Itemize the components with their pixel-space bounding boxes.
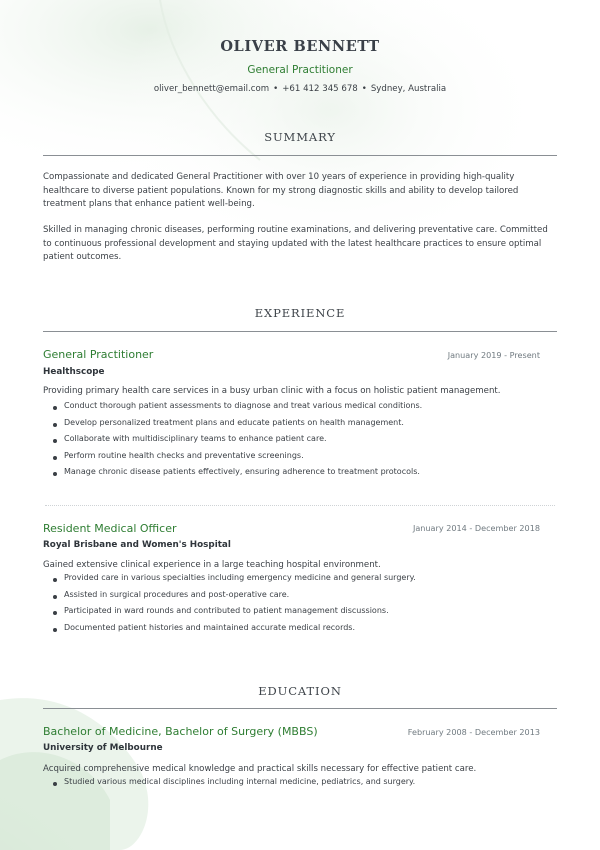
list-item bbox=[64, 451, 554, 468]
list-item bbox=[64, 623, 554, 640]
job-dates: January 2014 - December 2018 bbox=[412, 523, 540, 533]
experience-divider bbox=[43, 331, 557, 332]
job-organization: Healthscope bbox=[43, 367, 105, 377]
contact-separator: • bbox=[273, 84, 279, 94]
education-dates: February 2008 - December 2013 bbox=[407, 727, 540, 737]
list-item bbox=[64, 777, 554, 794]
bullet-dot bbox=[53, 595, 57, 599]
contact-line bbox=[0, 84, 600, 94]
bullet-dot bbox=[53, 472, 57, 476]
list-item bbox=[64, 590, 554, 607]
job-title: Resident Medical Officer bbox=[43, 522, 177, 535]
bullet-text: Manage chronic disease patients effectively, ensuring adherence to treatment protocols. bbox=[64, 467, 420, 476]
contact-separator: • bbox=[361, 84, 367, 94]
education-heading: EDUCATION bbox=[258, 684, 342, 698]
summary-heading: SUMMARY bbox=[264, 130, 336, 144]
education-institution: University of Melbourne bbox=[43, 743, 163, 753]
experience-heading: EXPERIENCE bbox=[254, 306, 346, 320]
job-separator bbox=[45, 505, 555, 506]
contact-email: oliver_bennett@email.com bbox=[153, 84, 270, 94]
bullet-text: Assisted in surgical procedures and post-operative care. bbox=[64, 589, 290, 599]
job-organization: Royal Brisbane and Women's Hospital bbox=[43, 540, 231, 550]
job-description: Gained extensive clinical experience in a large teaching hospital environment. bbox=[43, 560, 381, 570]
list-item bbox=[64, 434, 554, 451]
bullet-dot bbox=[53, 456, 57, 460]
list-item bbox=[64, 401, 554, 418]
summary-divider bbox=[43, 155, 557, 156]
bullet-dot bbox=[53, 423, 57, 427]
job-description: Providing primary health care services in a busy urban clinic with a focus on holistic patient management. bbox=[43, 386, 501, 396]
bullet-dot bbox=[53, 782, 57, 786]
job-dates: January 2019 - Present bbox=[447, 350, 540, 360]
bullet-dot bbox=[53, 578, 57, 582]
bullet-dot bbox=[53, 611, 57, 615]
job-bullet-list bbox=[64, 401, 554, 484]
bullet-text: Conduct thorough patient assessments to diagnose and treat various medical conditions. bbox=[64, 401, 423, 410]
list-item bbox=[64, 418, 554, 435]
candidate-name: OLIVER BENNETT bbox=[220, 38, 380, 55]
education-divider bbox=[43, 708, 557, 709]
bullet-dot bbox=[53, 439, 57, 443]
list-item bbox=[64, 573, 554, 590]
contact-phone: +61 412 345 678 bbox=[282, 84, 358, 94]
list-item bbox=[64, 606, 554, 623]
bullet-text: Participated in ward rounds and contributed to patient management discussions. bbox=[64, 606, 389, 615]
education-bullet-list bbox=[64, 777, 554, 794]
bullet-text: Develop personalized treatment plans and educate patients on health management. bbox=[64, 417, 404, 427]
job-bullet-list bbox=[64, 573, 554, 639]
candidate-title: General Practitioner bbox=[247, 64, 353, 76]
job-title: General Practitioner bbox=[43, 348, 154, 361]
bullet-text: Documented patient histories and maintained accurate medical records. bbox=[64, 622, 356, 632]
degree-title: Bachelor of Medicine, Bachelor of Surgery (MBBS) bbox=[43, 725, 318, 738]
bullet-text: Collaborate with multidisciplinary teams to enhance patient care. bbox=[64, 434, 327, 443]
summary-paragraph-1: Compassionate and dedicated General Practitioner with over 10 years of experience in providing high-quality healthcare to diverse patient populations. Known for my strong diagnostic skills and ability to develop tailored treatment plans that enhance patient well-being. bbox=[43, 172, 519, 209]
contact-location: Sydney, Australia bbox=[370, 84, 447, 94]
bullet-dot bbox=[53, 628, 57, 632]
summary-paragraph-2: Skilled in managing chronic diseases, performing routine examinations, and delivering preventative care. Committed to continuous professional development and staying updated with the latest healthcare practices to ensure optimal patient outcomes. bbox=[43, 225, 548, 262]
bullet-dot bbox=[53, 406, 57, 410]
bullet-text: Studied various medical disciplines including internal medicine, pediatrics, and surgery. bbox=[64, 777, 416, 786]
bullet-text: Provided care in various specialties including emergency medicine and general surgery. bbox=[64, 573, 416, 582]
bullet-text: Perform routine health checks and preventative screenings. bbox=[64, 450, 304, 460]
education-description: Acquired comprehensive medical knowledge and practical skills necessary for effective patient care. bbox=[43, 764, 477, 774]
list-item bbox=[64, 467, 554, 484]
